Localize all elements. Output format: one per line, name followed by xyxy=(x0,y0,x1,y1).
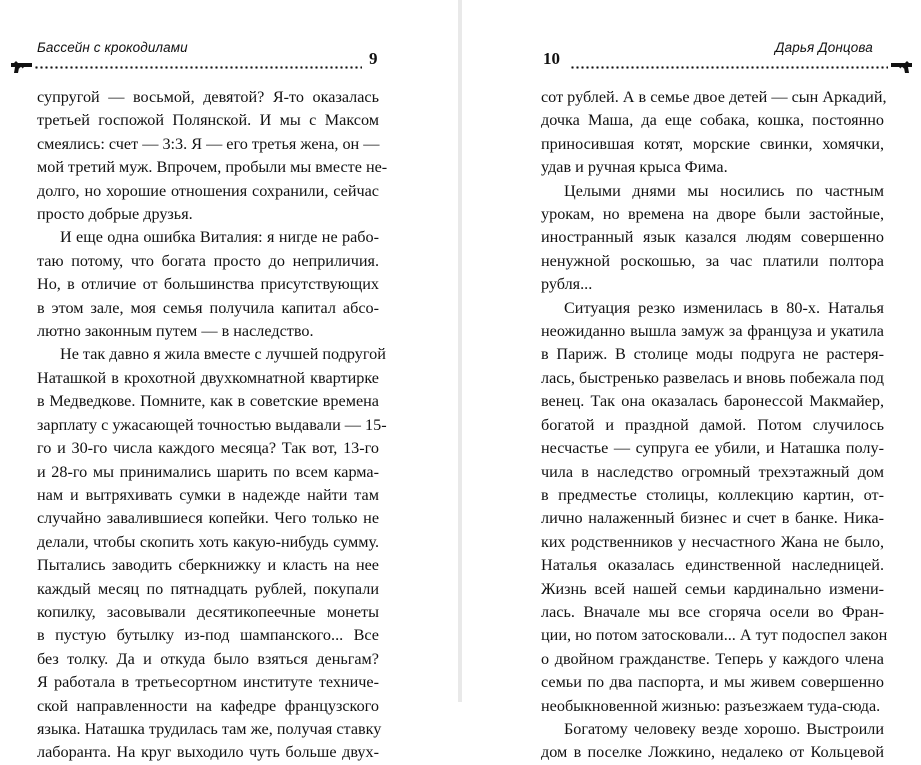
text-line: в Медведкове. Помните, как в советские времена xyxy=(37,392,379,411)
text-line: удав и ручная крыса Фима. xyxy=(541,158,728,177)
text-line: зарплату с ужасающей точностью выдавали — 15- xyxy=(37,415,387,434)
text-line: лютно законным путем — в наследство. xyxy=(37,322,314,341)
text-line: в этом зале, моя семья получила капитал абсо- xyxy=(37,298,379,317)
text-line: неожиданно вышла замуж за француза и укатила xyxy=(541,322,884,341)
text-line: лично налаженный бизнес и счет в банке. Ника- xyxy=(541,509,884,528)
text-line: каждый месяц по пятнадцать рублей, покупали xyxy=(37,579,379,598)
text-line: Пытались заводить сберкнижку и класть на нее xyxy=(37,556,379,575)
body-text xyxy=(37,86,388,765)
text-line: необыкновенной жизнью: разъезжаем туда-сюда. xyxy=(541,696,881,715)
text-line: иностранный язык казался людям совершенно xyxy=(541,228,884,247)
text-line: приносившая котят, морские свинки, хомячки, xyxy=(541,134,884,153)
running-title: Дарья Донцова xyxy=(775,40,873,55)
text-line: делали, чтобы скопить хоть какую-нибудь сумму. xyxy=(37,532,379,551)
text-line: Ситуация резко изменилась в 80-х. Наталья xyxy=(564,298,884,317)
text-line: лаборанта. На круг выходило чуть больше двух- xyxy=(37,743,379,762)
text-line: урокам, но времена на дворе были застойные, xyxy=(541,205,884,224)
text-line: Наташкой в крохотной двухкомнатной квартирке xyxy=(37,368,379,387)
header-dotted-rule xyxy=(34,66,362,69)
text-line: венец. Так она оказалась баронессой Макмайер, xyxy=(541,392,884,411)
text-line: ции, но потом затосковали... А тут подоспел закон xyxy=(541,626,888,645)
text-line: Жизнь всей нашей семьи кардинально измени- xyxy=(541,579,884,598)
text-line: чила в наследство огромный трехэтажный дом xyxy=(541,462,884,481)
text-line: мой третий муж. Впрочем, пробыли мы вместе не- xyxy=(37,158,388,177)
text-line: дочка Маша, да еще собака, кошка, постоянно xyxy=(541,111,884,130)
text-line: го и 30-го числа каждого месяца? Так вот, 13-го xyxy=(37,439,379,458)
text-line: Целыми днями мы носились по частным xyxy=(564,181,884,200)
text-line: ких родственников у несчастного Жана не было, xyxy=(541,532,884,551)
text-line: в Париж. В столице моды подруга не растеря- xyxy=(541,345,884,364)
text-line: языка. Наташка трудилась там же, получая ставку xyxy=(37,719,382,738)
text-line: и 28-го мы принимались шарить по всем карма- xyxy=(37,462,379,481)
text-line: лась, быстренько развелась и вновь побежала под xyxy=(541,368,884,387)
text-line: богатой и праздной дамой. Потом случилось xyxy=(541,415,884,434)
page-number: 9 xyxy=(369,49,378,68)
text-line: о двойном гражданстве. Теперь у каждого члена xyxy=(541,649,884,668)
text-line: супругой — восьмой, девятой? Я-то оказалась xyxy=(37,88,379,106)
text-line: третьей госпожой Полянской. И мы с Максом xyxy=(37,111,379,130)
text-line: Не так давно я жила вместе с лучшей подругой xyxy=(60,345,386,364)
running-title: Бассейн с крокодилами xyxy=(37,40,188,55)
text-line: ской направленности на кафедре французского xyxy=(37,696,379,715)
right-page xyxy=(462,0,921,762)
text-line: семьи по два паспорта, и мы живем совершенно xyxy=(541,673,884,692)
header-dotted-rule xyxy=(570,66,888,69)
text-line: без толку. Да и откуда было взяться деньгам? xyxy=(37,649,379,668)
text-line: в предместье столицы, коллекцию картин, от- xyxy=(541,485,884,504)
text-line: лась. Вначале мы все сгоряча осели во Фран- xyxy=(541,602,884,621)
text-line: просто добрые друзья. xyxy=(37,205,193,224)
text-line: смеялись: счет — 3:3. Я — его третья жена, он — xyxy=(37,134,380,153)
revolver-icon xyxy=(10,60,32,74)
text-line: несчастье — супруга ее убили, и Наташка полу- xyxy=(541,439,884,458)
text-line: долго, но хорошие отношения сохранили, сейчас xyxy=(37,181,379,200)
text-line: таю потому, что богата просто до неприличия. xyxy=(37,251,379,270)
page-number: 10 xyxy=(543,49,560,68)
text-line: Богатому человеку везде хорошо. Выстроили xyxy=(564,719,884,738)
text-line: Я работала в третьесортном институте техниче- xyxy=(37,673,379,692)
text-line: дом в поселке Ложкино, недалеко от Кольцевой xyxy=(541,743,884,762)
text-line: нам и вытряхивать сумки в надежде найти там xyxy=(37,485,379,504)
text-line: ненужной роскошью, за час платили полтора xyxy=(541,251,884,270)
text-line: случайно завалившиеся копейки. Чего только не xyxy=(37,509,379,528)
text-line: сот рублей. А в семье двое детей — сын Аркадий, xyxy=(541,88,887,106)
left-page xyxy=(0,0,458,762)
text-line: копилку, засовывали десятикопеечные монеты xyxy=(37,602,379,621)
revolver-icon xyxy=(891,60,913,74)
text-line: И еще одна ошибка Виталия: я нигде не рабо- xyxy=(60,228,379,247)
body-text xyxy=(541,86,888,765)
text-line: рубля... xyxy=(541,275,593,294)
text-line: Но, в отличие от большинства присутствующих xyxy=(37,275,379,294)
text-line: в пустую бутылку из-под шампанского... Все xyxy=(37,626,379,645)
text-line: Наталья оказалась единственной наследницей. xyxy=(541,556,884,575)
